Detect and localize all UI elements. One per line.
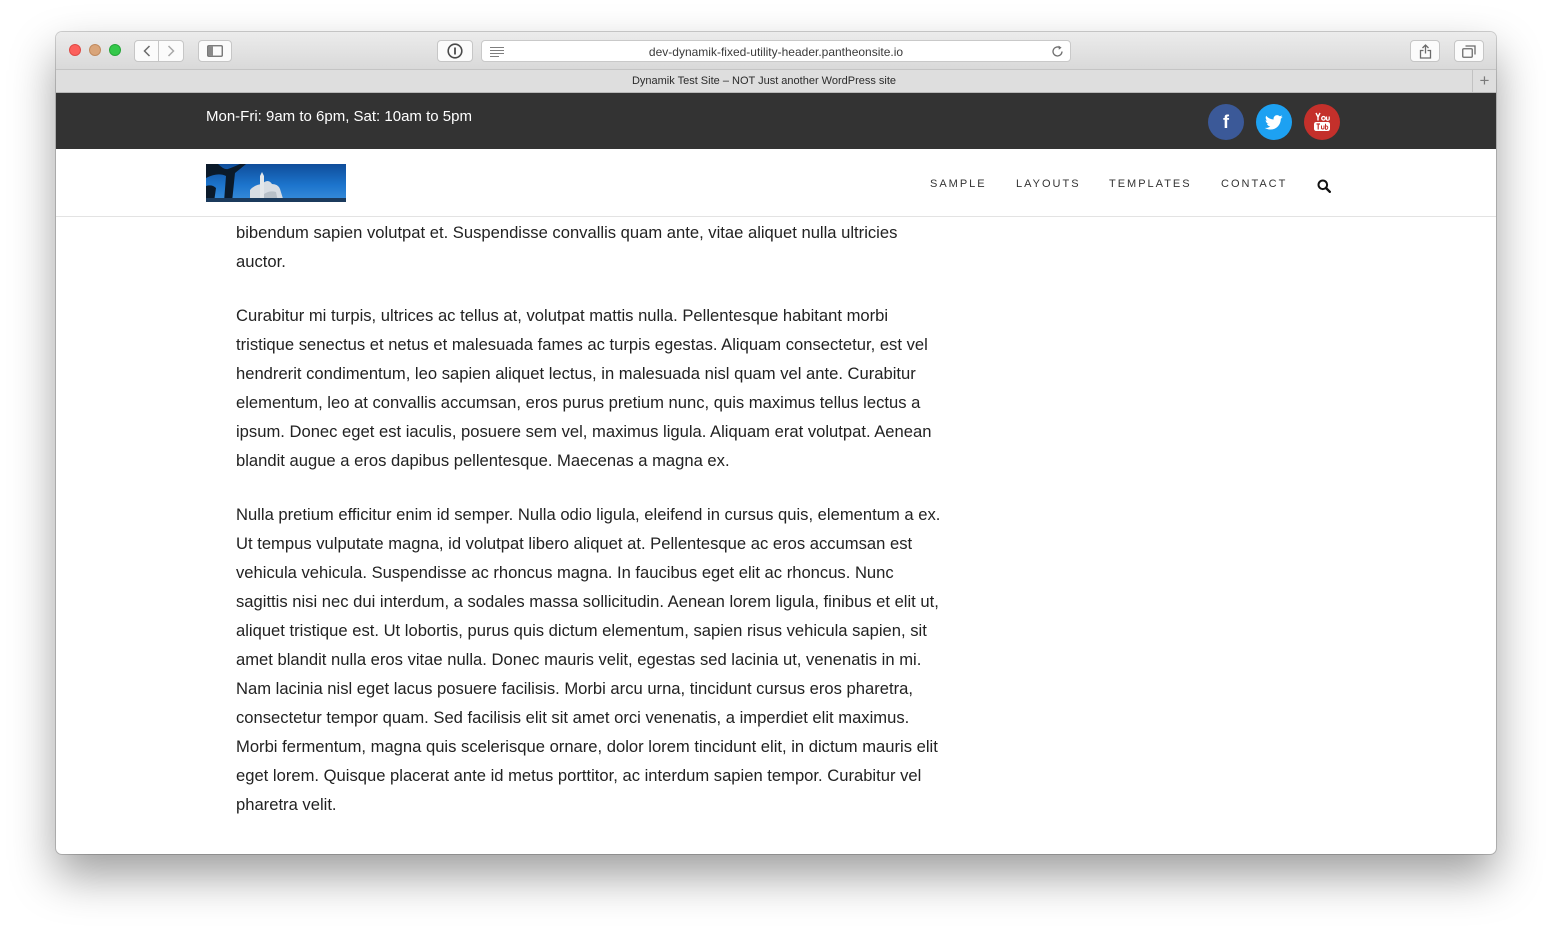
paragraph: bibendum sapien volutpat et. Suspendisse convallis quam ante, vitae aliquet nulla ultricies auctor. <box>236 223 898 271</box>
nav-item-sample[interactable]: SAMPLE <box>930 178 987 190</box>
paragraph: Nulla pretium efficitur enim id semper. Nulla odio ligula, eleifend in cursus quis, elementum a ex. Ut tempus vulputate magna, id volutpat libero aliquet at. Pellentesque ac eros accumsan est vehicula vehicula. Suspendisse ac rhoncus magna. In faucibus eget elit ac rhoncus. Nunc sagittis nisi nec dui interdum, a sodales massa sollicitudin. Aenean lorem ligula, finibus et elit ut, aliquet tristique est. Ut lobortis, purus quis dictum elementum, sapien risus vehicula sapien, sit amet blandit nulla eros vitae nulla. Donec mauris velit, egestas sed lacinia ut, venenatis in mi. Nam lacinia nisl eget lacus posuere facilisis. Morbi arcu urna, tincidunt cursus eros pharetra, consectetur tempor quam. Sed facilisis elit sit amet orci venenatis, a imperdiet elit maximus. Morbi fermentum, magna quis scelerisque ornare, dolor lorem tincidunt elit, in dictum mauris elit eget lorem. Quisque placerat ante id metus porttitor, ac interdum sapien tempor. Curabitur vel pharetra velit. <box>236 505 941 814</box>
facebook-link[interactable] <box>1208 104 1244 140</box>
zoom-window-button[interactable] <box>109 44 121 56</box>
sidebar-toggle-button[interactable] <box>198 40 232 62</box>
nav-item-templates[interactable]: TEMPLATES <box>1109 178 1192 190</box>
new-tab-button[interactable] <box>1472 70 1496 92</box>
tab-bar <box>56 70 1496 93</box>
site-logo[interactable] <box>206 164 346 202</box>
business-hours: Mon-Fri: 9am to 6pm, Sat: 10am to 5pm <box>206 108 472 125</box>
nav-item-layouts[interactable]: LAYOUTS <box>1016 178 1081 190</box>
privacy-report-button[interactable] <box>437 40 473 62</box>
chevron-right-icon <box>167 45 175 57</box>
youtube-icon <box>1313 112 1331 132</box>
entry-content <box>236 218 941 844</box>
sidebar-icon <box>207 45 223 57</box>
tab-active[interactable]: Dynamik Test Site – NOT Just another WordPress site <box>631 75 897 87</box>
info-shield-icon <box>447 43 463 59</box>
address-bar[interactable] <box>481 40 1071 62</box>
chevron-left-icon <box>143 45 151 57</box>
logo-photo <box>206 164 346 202</box>
share-icon <box>1419 44 1432 59</box>
browser-toolbar <box>56 32 1496 70</box>
twitter-icon <box>1265 115 1283 130</box>
reload-icon[interactable] <box>1051 45 1064 58</box>
site-header <box>56 149 1496 217</box>
forward-button[interactable] <box>159 40 184 62</box>
tab-overview-button[interactable] <box>1454 40 1484 62</box>
facebook-icon: f <box>1223 111 1229 132</box>
url-text: dev-dynamik-fixed-utility-header.pantheonsite.io <box>648 45 904 59</box>
tabs-icon <box>1462 45 1476 58</box>
youtube-link[interactable] <box>1304 104 1340 140</box>
paragraph: Curabitur mi turpis, ultrices ac tellus at, volutpat mattis nulla. Pellentesque habitant morbi tristique senectus et netus et malesuada fames ac turpis egestas. Aliquam consectetur, est vel hendrerit condimentum, leo sapien aliquet lectus, in malesuada nisl quam vel ante. Curabitur elementum, leo at convallis accumsan, eros purus pretium nunc, quis maximus tellus lectus a ipsum. Donec eget est iaculis, posuere sem vel, maximus ligula. Aliquam erat volutpat. Aenean blandit augue a eros dapibus pellentesque. Maecenas a magna ex. <box>236 306 932 470</box>
share-button[interactable] <box>1410 40 1440 62</box>
browser-window <box>56 32 1496 854</box>
minimize-window-button[interactable] <box>89 44 101 56</box>
nav-item-contact[interactable]: CONTACT <box>1221 178 1288 190</box>
back-button[interactable] <box>134 40 159 62</box>
close-window-button[interactable] <box>69 44 81 56</box>
plus-icon: + <box>1479 71 1490 90</box>
twitter-link[interactable] <box>1256 104 1292 140</box>
utility-header <box>56 93 1496 149</box>
search-icon[interactable] <box>1317 179 1331 193</box>
